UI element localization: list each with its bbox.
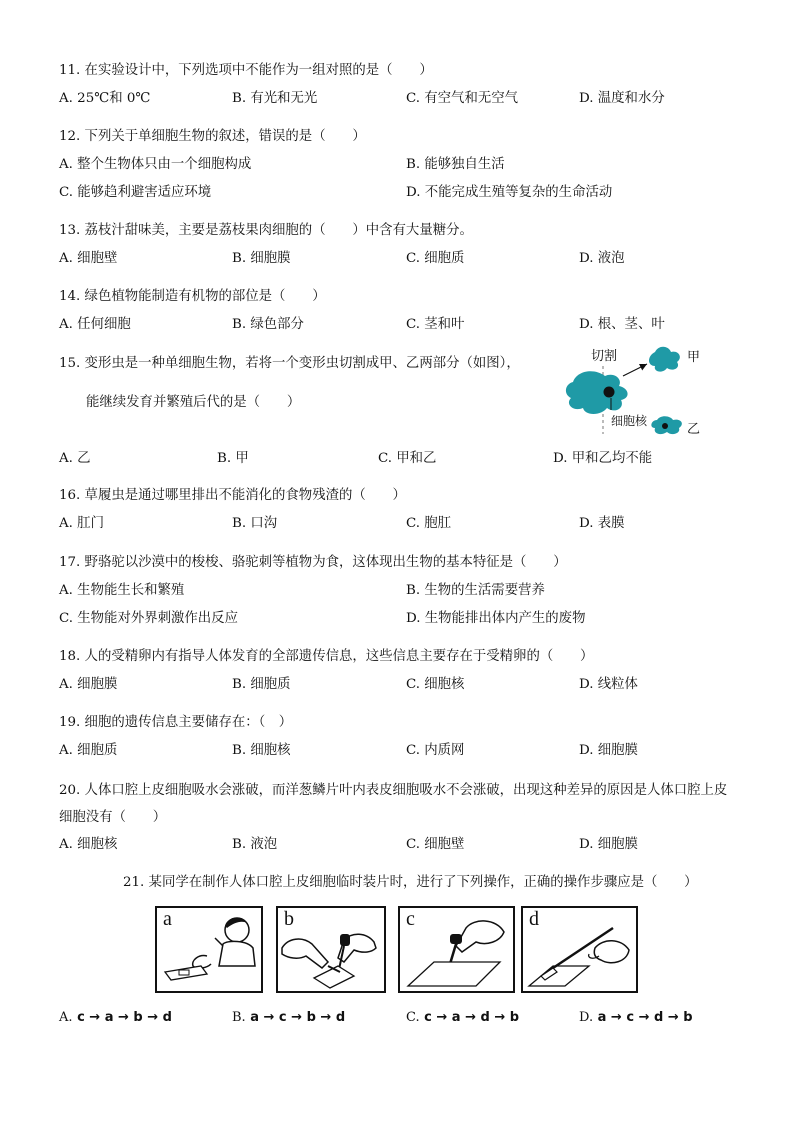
q19-option-a: A. 细胞质	[59, 743, 118, 758]
q11-option-b: B. 有光和无光	[232, 91, 318, 106]
q21-option-d	[579, 1009, 693, 1027]
question-20-stem: 20. 人体口腔上皮细胞吸水会涨破，而洋葱鳞片叶内表皮细胞吸水不会涨破，出现这种差异的原因是人体口腔上皮细胞没有（ ）	[59, 783, 728, 825]
panel-d-illustration	[523, 908, 636, 991]
panel-a-illustration	[157, 908, 261, 991]
panel-c	[398, 906, 515, 993]
q19-option-b: B. 细胞核	[232, 743, 291, 758]
question-19-stem: 19. 细胞的遗传信息主要储存在：（ ）	[59, 715, 293, 730]
q12-option-c: C. 能够趋利避害适应环境	[59, 185, 212, 200]
q21-option-a-text: c → a → b → d	[77, 1010, 172, 1025]
panel-a-label: a	[163, 908, 172, 930]
panel-c-label: c	[406, 908, 415, 930]
q14-option-a: A. 任何细胞	[59, 317, 131, 332]
amoeba-figure	[555, 338, 715, 438]
panel-b-label: b	[284, 908, 294, 930]
q17-option-b: B. 生物的生活需要营养	[406, 583, 545, 598]
q15-option-c: C. 甲和乙	[378, 451, 437, 466]
panel-b	[276, 906, 386, 993]
q21-option-d-prefix: D.	[579, 1010, 594, 1025]
q13-option-a: A. 细胞壁	[59, 251, 118, 266]
question-14-stem: 14. 绿色植物能制造有机物的部位是（ ）	[59, 289, 326, 304]
q21-option-a	[59, 1009, 172, 1027]
q18-option-a: A. 细胞膜	[59, 677, 118, 692]
q16-option-c: C. 胞肛	[406, 516, 452, 531]
q13-option-b: B. 细胞膜	[232, 251, 291, 266]
q21-option-b-text: a → c → b → d	[250, 1010, 346, 1025]
q16-option-b: B. 口沟	[232, 516, 278, 531]
part2-label: 乙	[687, 422, 701, 437]
panel-d	[521, 906, 638, 993]
question-13-stem: 13. 荔枝汁甜味美，主要是荔枝果肉细胞的（ ）中含有大量糖分。	[59, 223, 473, 238]
q21-option-b	[232, 1009, 345, 1027]
question-15-stem: 15. 变形虫是一种单细胞生物，若将一个变形虫切割成甲、乙两部分（如图），	[59, 356, 520, 371]
q20-option-d: D. 细胞膜	[579, 837, 638, 852]
q21-option-b-prefix: B.	[232, 1010, 246, 1025]
q14-option-c: C. 茎和叶	[406, 317, 465, 332]
panel-c-illustration	[400, 908, 513, 991]
q17-option-d: D. 生物能排出体内产生的废物	[406, 611, 586, 626]
q12-option-d: D. 不能完成生殖等复杂的生命活动	[406, 185, 613, 200]
part1-label: 甲	[687, 350, 701, 365]
q21-option-c-prefix: C.	[406, 1010, 420, 1025]
cut-label: 切割	[591, 349, 618, 364]
amoeba-part1	[649, 347, 680, 372]
q18-option-d: D. 线粒体	[579, 677, 638, 692]
q21-option-d-text: a → c → d → b	[597, 1010, 693, 1025]
q21-option-a-prefix: A.	[59, 1010, 73, 1025]
panel-a	[155, 906, 263, 993]
question-21-stem: 21. 某同学在制作人体口腔上皮细胞临时装片时，进行了下列操作，正确的操作步骤应是（ ）	[123, 875, 698, 890]
q19-option-d: D. 细胞膜	[579, 743, 638, 758]
q13-option-d: D. 液泡	[579, 251, 625, 266]
question-18-stem: 18. 人的受精卵内有指导人体发育的全部遗传信息，这些信息主要存在于受精卵的（ ）	[59, 649, 594, 664]
q13-option-c: C. 细胞质	[406, 251, 465, 266]
q14-option-b: B. 绿色部分	[232, 317, 304, 332]
arrow-to-part1	[623, 364, 647, 376]
question-17-stem: 17. 野骆驼以沙漠中的梭梭、骆驼刺等植物为食，这体现出生物的基本特征是（ ）	[59, 555, 567, 570]
q20-option-b: B. 液泡	[232, 837, 278, 852]
q16-option-d: D. 表膜	[579, 516, 625, 531]
q17-option-c: C. 生物能对外界刺激作出反应	[59, 611, 238, 626]
q19-option-c: C. 内质网	[406, 743, 465, 758]
q21-option-c	[406, 1009, 519, 1027]
part2-nucleus	[662, 423, 668, 429]
q20-option-a: A. 细胞核	[59, 837, 118, 852]
question-11-stem: 11. 在实验设计中，下列选项中不能作为一组对照的是（ ）	[59, 63, 433, 78]
nucleus	[604, 387, 615, 398]
q11-option-c: C. 有空气和无空气	[406, 91, 519, 106]
q14-option-d: D. 根、茎、叶	[579, 317, 665, 332]
question-16-stem: 16. 草履虫是通过哪里排出不能消化的食物残渣的（ ）	[59, 488, 406, 503]
amoeba-body	[566, 371, 628, 414]
q16-option-a: A. 肛门	[59, 516, 104, 531]
q15-option-a: A. 乙	[59, 451, 91, 466]
q15-option-b: B. 甲	[217, 451, 249, 466]
q18-option-b: B. 细胞质	[232, 677, 291, 692]
panel-d-label: d	[529, 908, 539, 930]
q11-option-a: A. 25℃和 0℃	[59, 91, 151, 106]
q15-option-d: D. 甲和乙均不能	[553, 451, 653, 466]
q17-option-a: A. 生物能生长和繁殖	[59, 583, 185, 598]
q12-option-b: B. 能够独自生活	[406, 157, 505, 172]
question-12-stem: 12. 下列关于单细胞生物的叙述，错误的是（ ）	[59, 129, 366, 144]
q20-option-c: C. 细胞壁	[406, 837, 465, 852]
q21-option-c-text: c → a → d → b	[424, 1010, 520, 1025]
q12-option-a: A. 整个生物体只由一个细胞构成	[59, 157, 252, 172]
q18-option-c: C. 细胞核	[406, 677, 465, 692]
question-15-stem-line2: 能继续发育并繁殖后代的是（ ）	[86, 395, 301, 410]
nucleus-label: 细胞核	[611, 414, 648, 428]
q11-option-d: D. 温度和水分	[579, 91, 665, 106]
